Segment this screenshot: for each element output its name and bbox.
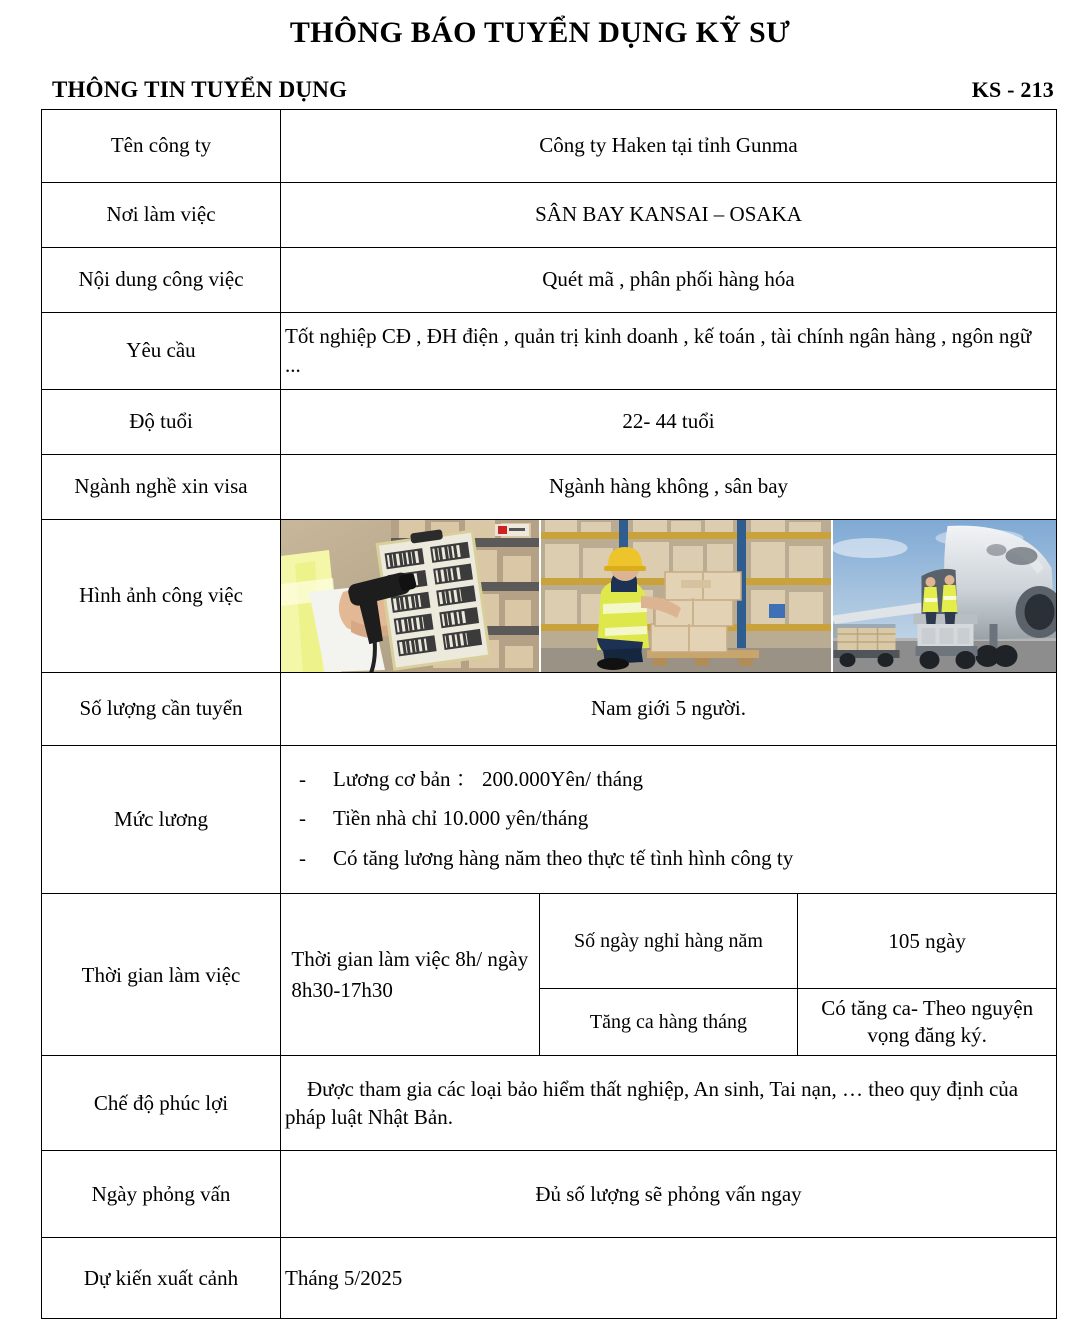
table-row-requirement — [42, 312, 1057, 389]
value-requirement: Tốt nghiệp CĐ , ĐH điện , quản trị kinh doanh , kế toán , tài chính ngân hàng , ngôn ngữ ... — [281, 312, 1057, 389]
value-age: 22- 44 tuổi — [281, 389, 1057, 454]
label-interview: Ngày phỏng vấn — [42, 1151, 281, 1238]
salary-item — [281, 839, 1056, 879]
table-row-visa — [42, 454, 1057, 519]
value-interview: Đủ số lượng sẽ phỏng vấn ngay — [281, 1151, 1057, 1238]
table-row-welfare — [42, 1056, 1057, 1151]
table-row-worktime — [42, 894, 1057, 989]
bullet-dash: - — [299, 760, 333, 800]
value-workplace: SÂN BAY KANSAI – OSAKA — [281, 182, 1057, 247]
value-salary — [281, 745, 1057, 894]
value-overtime: Có tăng ca- Theo nguyện vọng đăng ký. — [798, 989, 1057, 1056]
value-welfare: Được tham gia các loại bảo hiểm thất nghiệp, An sinh, Tai nạn, … theo quy định của pháp luật Nhật Bản. — [281, 1056, 1057, 1151]
job-code: KS - 213 — [972, 77, 1054, 103]
label-quantity: Số lượng cần tuyển — [42, 672, 281, 745]
label-requirement: Yêu cầu — [42, 312, 281, 389]
document-title: THÔNG BÁO TUYỂN DỤNG KỸ SƯ — [0, 0, 1080, 51]
label-workplace: Nơi làm việc — [42, 182, 281, 247]
work-photo-strip — [281, 520, 1056, 672]
label-departure: Dự kiến xuất cảnh — [42, 1238, 281, 1319]
label-visa: Ngành nghề xin visa — [42, 454, 281, 519]
salary-item — [281, 760, 1056, 800]
value-job-content: Quét mã , phân phối hàng hóa — [281, 247, 1057, 312]
salary-item-text: Có tăng lương hàng năm theo thực tế tình hình công ty — [333, 839, 793, 879]
table-row-company — [42, 109, 1057, 182]
worktime-line-2: 8h30-17h30 — [291, 978, 393, 1002]
label-overtime: Tăng ca hàng tháng — [539, 989, 798, 1056]
airport-cargo-loading-photo — [833, 520, 1056, 672]
salary-item-text: Tiền nhà chỉ 10.000 yên/tháng — [333, 799, 588, 839]
bullet-dash: - — [299, 799, 333, 839]
salary-item-text: Lương cơ bản ： 200.000Yên/ tháng — [333, 760, 643, 800]
bullet-dash: - — [299, 839, 333, 879]
worktime-line-1: Thời gian làm việc 8h/ ngày — [291, 947, 528, 971]
label-annual-holidays: Số ngày nghỉ hàng năm — [539, 894, 798, 989]
label-images: Hình ảnh công việc — [42, 519, 281, 672]
section-header-row — [52, 77, 1054, 103]
label-age: Độ tuổi — [42, 389, 281, 454]
table-row-images — [42, 519, 1057, 672]
recruitment-info-table — [41, 109, 1057, 1319]
table-row-departure — [42, 1238, 1057, 1319]
table-row-salary — [42, 745, 1057, 894]
salary-item-list — [281, 746, 1056, 894]
label-company: Tên công ty — [42, 109, 281, 182]
table-row-quantity — [42, 672, 1057, 745]
value-images — [281, 519, 1057, 672]
value-visa: Ngành hàng không , sân bay — [281, 454, 1057, 519]
table-row-job-content — [42, 247, 1057, 312]
salary-item — [281, 799, 1056, 839]
label-welfare: Chế độ phúc lợi — [42, 1056, 281, 1151]
table-row-workplace — [42, 182, 1057, 247]
label-salary: Mức lương — [42, 745, 281, 894]
value-worktime — [281, 894, 540, 1056]
value-annual-holidays: 105 ngày — [798, 894, 1057, 989]
value-quantity: Nam giới 5 người. — [281, 672, 1057, 745]
value-company: Công ty Haken tại tỉnh Gunma — [281, 109, 1057, 182]
value-departure: Tháng 5/2025 — [281, 1238, 1057, 1319]
label-worktime: Thời gian làm việc — [42, 894, 281, 1056]
table-row-interview — [42, 1151, 1057, 1238]
section-heading: THÔNG TIN TUYỂN DỤNG — [52, 77, 347, 103]
worktime-lines — [291, 944, 528, 1005]
table-row-age — [42, 389, 1057, 454]
label-job-content: Nội dung công việc — [42, 247, 281, 312]
warehouse-box-stacking-photo — [539, 520, 833, 672]
warehouse-barcode-scanning-photo — [281, 520, 539, 672]
